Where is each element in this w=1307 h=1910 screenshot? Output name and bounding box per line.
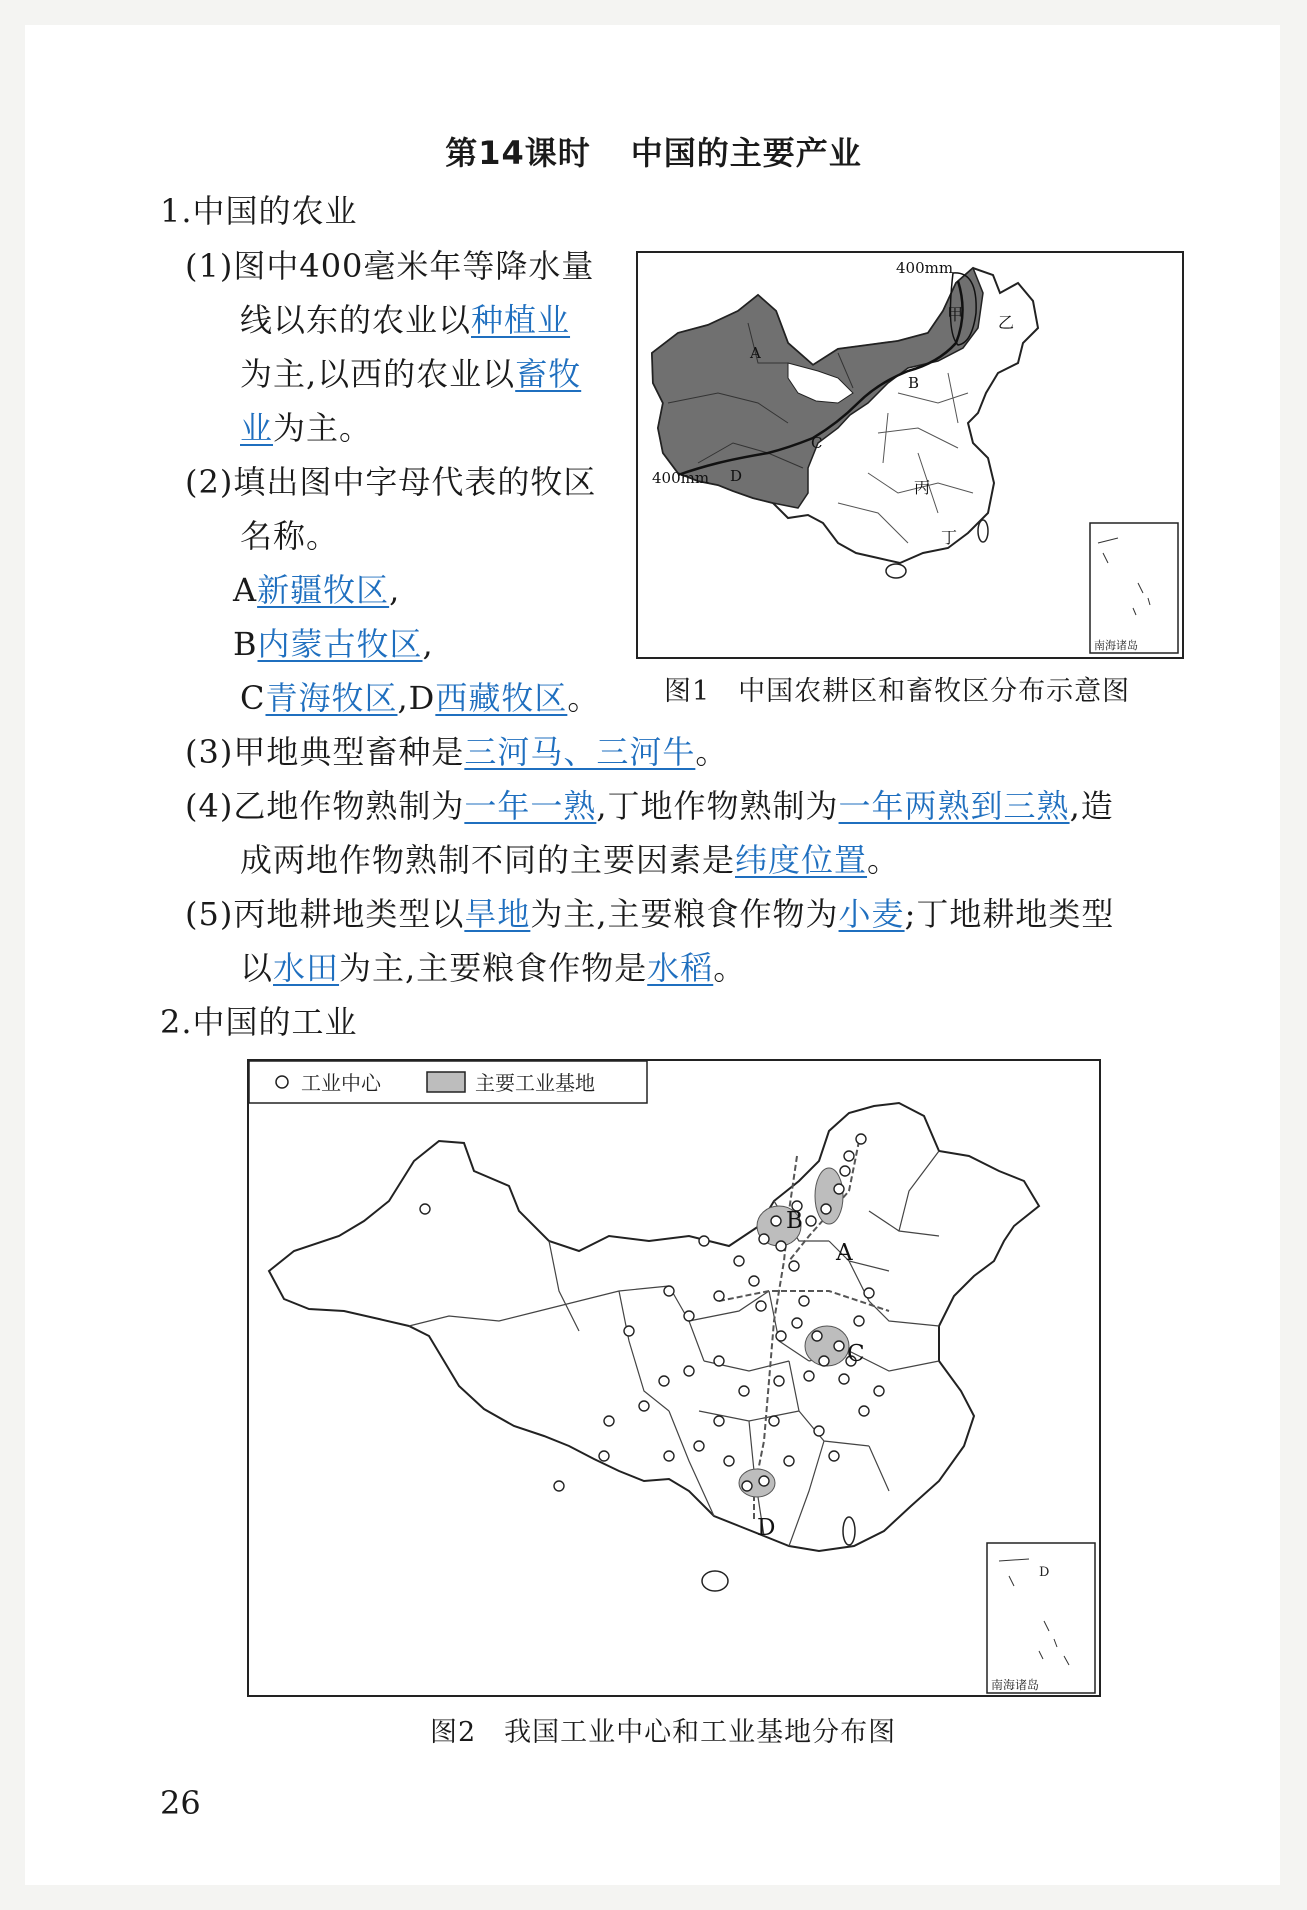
- legend-base-swatch: [427, 1072, 465, 1092]
- answer-qinghai: 青海牧区: [265, 679, 398, 717]
- q1-line1: (1)图中400毫米年等降水量: [185, 247, 595, 285]
- answer-wheat: 小麦: [838, 895, 905, 933]
- answer-dryland: 旱地: [464, 895, 531, 933]
- legend-circle-icon: [276, 1076, 288, 1088]
- figure2-caption: 图2 我国工业中心和工业基地分布图: [430, 1717, 897, 1748]
- isoline-label-top: 400mm: [896, 259, 954, 277]
- figure1-map: [636, 251, 1184, 659]
- q2-answer-a: A新疆牧区,: [233, 571, 401, 609]
- answer-sanhe: 三河马、三河牛: [464, 733, 696, 771]
- label-d: D: [730, 467, 743, 485]
- china-outline-2: [269, 1103, 1039, 1551]
- answer-two-three-crops: 一年两熟到三熟: [838, 787, 1070, 825]
- q2-line2: 名称。: [240, 517, 340, 555]
- q4-line2: 成两地作物熟制不同的主要因素是纬度位置。: [240, 841, 901, 879]
- q1-line3: 为主,以西的农业以畜牧: [240, 355, 582, 393]
- answer-livestock-part2: 业: [240, 409, 274, 447]
- base-a: [815, 1168, 843, 1224]
- label-bing: 丙: [914, 478, 931, 497]
- label-b: B: [908, 374, 920, 392]
- label-jia: 甲: [947, 305, 964, 324]
- figure2-map: [247, 1059, 1101, 1697]
- label-c-2: C: [847, 1341, 865, 1367]
- page-number: 26: [160, 1784, 201, 1822]
- answer-latitude: 纬度位置: [735, 841, 868, 879]
- label-a: A: [750, 344, 761, 362]
- figure1-svg: [638, 253, 1182, 657]
- answer-xizang: 西藏牧区: [435, 679, 568, 717]
- label-yi: 乙: [998, 313, 1015, 332]
- lesson-number: 第14课时: [445, 134, 591, 172]
- isoline-label-bottom: 400mm: [652, 469, 710, 487]
- section1-heading: 1.中国的农业: [160, 192, 358, 230]
- label-ding: 丁: [941, 528, 958, 547]
- answer-xinjiang: 新疆牧区: [257, 571, 390, 609]
- page-title: [0, 128, 1307, 174]
- figure1-caption: 图1 中国农耕区和畜牧区分布示意图: [664, 676, 1131, 707]
- answer-livestock-part1: 畜牧: [515, 355, 582, 393]
- legend-center-label: 工业中心: [301, 1071, 381, 1095]
- q5-line1: (5)丙地耕地类型以旱地为主,主要粮食作物为小麦;丁地耕地类型: [185, 895, 1115, 933]
- q4-line1: (4)乙地作物熟制为一年一熟,丁地作物熟制为一年两熟到三熟,造: [185, 787, 1114, 825]
- answer-rice: 水稻: [647, 949, 714, 987]
- label-d-2: D: [757, 1515, 776, 1541]
- answer-planting: 种植业: [471, 301, 571, 339]
- label-b-2: B: [786, 1208, 803, 1234]
- answer-paddy: 水田: [273, 949, 340, 987]
- answer-one-crop: 一年一熟: [464, 787, 597, 825]
- figure2-svg: [249, 1061, 1099, 1695]
- q1-line4: 业为主。: [240, 409, 373, 447]
- answer-neimenggu: 内蒙古牧区: [257, 625, 423, 663]
- q2-answer-cd: C青海牧区,D西藏牧区。: [240, 679, 601, 717]
- section2-heading: 2.中国的工业: [160, 1003, 358, 1041]
- q3: (3)甲地典型畜种是三河马、三河牛。: [185, 733, 729, 771]
- label-a-2: A: [836, 1240, 853, 1266]
- q5-line2: 以水田为主,主要粮食作物是水稻。: [240, 949, 747, 987]
- q2-line1: (2)填出图中字母代表的牧区: [185, 463, 597, 501]
- inset-label: 南海诸岛: [1094, 639, 1138, 652]
- q2-answer-b: B内蒙古牧区,: [233, 625, 434, 663]
- lesson-topic: 中国的主要产业: [630, 134, 862, 172]
- inset-label-2: 南海诸岛: [991, 1678, 1040, 1692]
- q1-line2: 线以东的农业以种植业: [240, 301, 571, 339]
- inset-label-d: D: [1039, 1565, 1050, 1580]
- figure1-inset: [1090, 523, 1178, 653]
- legend-base-label: 主要工业基地: [475, 1071, 595, 1095]
- label-c: C: [811, 434, 823, 452]
